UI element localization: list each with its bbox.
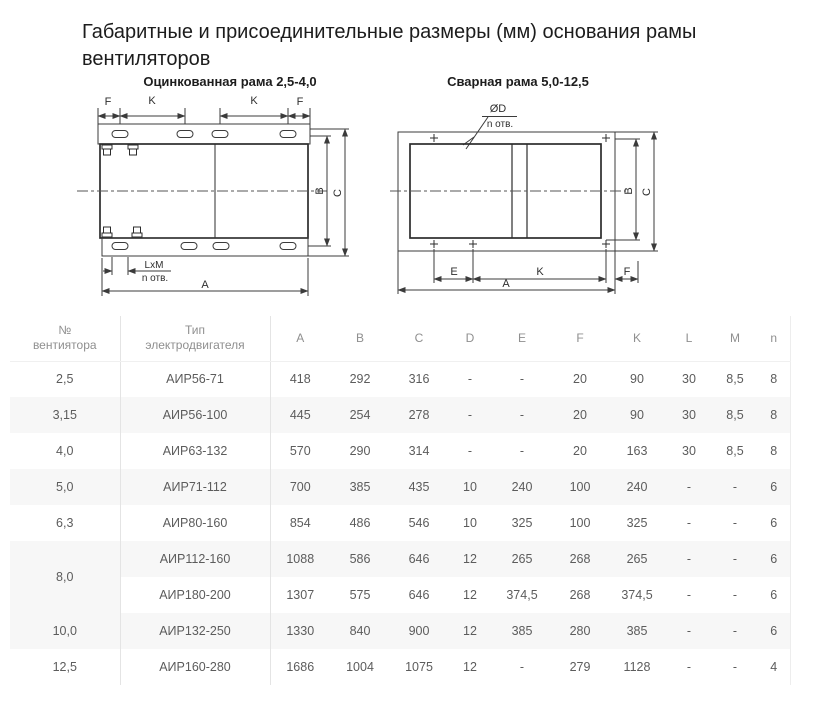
header-motor-line2: электродвигателя [145, 338, 245, 353]
drawing-welded-frame [390, 74, 760, 306]
header-dim-n: n [758, 316, 790, 361]
cell-fan-no: 12,5 [10, 649, 120, 685]
cell-k: 90 [608, 361, 666, 397]
drawing-title-left: Оцинкованная рама 2,5-4,0 [143, 74, 317, 89]
cell-a: 700 [270, 469, 330, 505]
dim-label-k2: K [250, 95, 258, 107]
cell-e: 385 [492, 613, 552, 649]
cell-a: 1088 [270, 541, 330, 577]
cell-d: 12 [448, 613, 492, 649]
bottom-flange [102, 238, 308, 256]
cell-m: 8,5 [712, 433, 758, 469]
table-row [10, 541, 790, 577]
dim-label-f2: F [296, 96, 304, 108]
table-row [10, 469, 790, 505]
header-dim-b: B [330, 316, 390, 361]
cell-motor: АИР56-100 [120, 397, 270, 433]
table-row [10, 649, 790, 685]
cell-motor: АИР71-112 [120, 469, 270, 505]
welded-frame-diagram [390, 91, 760, 306]
cell-m: 8,5 [712, 397, 758, 433]
cell-f: 100 [552, 469, 608, 505]
dim-label-e: E [450, 266, 458, 278]
dim-label-k1: K [148, 95, 156, 107]
cell-d: - [448, 433, 492, 469]
cell-b: 385 [330, 469, 390, 505]
cell-d: - [448, 361, 492, 397]
cell-l: - [666, 613, 712, 649]
cell-n: 8 [758, 397, 790, 433]
cell-l: - [666, 541, 712, 577]
cell-motor: АИР180-200 [120, 577, 270, 613]
dim-label-c-right: C [641, 188, 653, 196]
cell-f: 20 [552, 361, 608, 397]
table-row [10, 505, 790, 541]
cell-a: 445 [270, 397, 330, 433]
cell-b: 840 [330, 613, 390, 649]
cell-b: 292 [330, 361, 390, 397]
cell-l: 30 [666, 397, 712, 433]
cell-c: 1075 [390, 649, 448, 685]
header-dim-a: A [270, 316, 330, 361]
cell-m: 8,5 [712, 361, 758, 397]
header-motor-type [120, 316, 270, 361]
cell-d: 10 [448, 469, 492, 505]
cell-d: 12 [448, 649, 492, 685]
cell-n: 8 [758, 361, 790, 397]
table-row [10, 577, 790, 613]
cell-k: 385 [608, 613, 666, 649]
cell-k: 265 [608, 541, 666, 577]
cell-f: 20 [552, 397, 608, 433]
cell-b: 1004 [330, 649, 390, 685]
header-dim-d: D [448, 316, 492, 361]
cell-m: - [712, 613, 758, 649]
cell-k: 325 [608, 505, 666, 541]
dim-label-a-right: A [502, 278, 510, 290]
header-dim-k: K [608, 316, 666, 361]
cell-f: 20 [552, 433, 608, 469]
header-fan-line2: вентиятора [32, 338, 97, 353]
cell-f: 100 [552, 505, 608, 541]
dim-label-f1: F [104, 96, 112, 108]
cell-motor: АИР56-71 [120, 361, 270, 397]
header-dim-f: F [552, 316, 608, 361]
galvanized-frame-diagram [75, 91, 385, 306]
cell-a: 418 [270, 361, 330, 397]
cell-l: - [666, 505, 712, 541]
cell-n: 6 [758, 541, 790, 577]
cell-b: 575 [330, 577, 390, 613]
cell-e: - [492, 397, 552, 433]
cell-a: 1330 [270, 613, 330, 649]
cell-motor: АИР80-160 [120, 505, 270, 541]
table-row [10, 361, 790, 397]
table-row [10, 397, 790, 433]
cell-c: 316 [390, 361, 448, 397]
dim-label-c-left: C [332, 189, 344, 197]
cell-fan-no: 4,0 [10, 433, 120, 469]
cell-c: 546 [390, 505, 448, 541]
cell-m: - [712, 469, 758, 505]
cell-m: - [712, 577, 758, 613]
table-row [10, 613, 790, 649]
cell-f: 268 [552, 541, 608, 577]
dim-label-od: ØD [489, 103, 507, 115]
page-title: Габаритные и присоединительные размеры (мм) основания рамы вентиляторов [82, 21, 697, 70]
table-header [10, 316, 790, 361]
cell-b: 290 [330, 433, 390, 469]
table-body [10, 361, 790, 685]
cell-n: 8 [758, 433, 790, 469]
cell-motor: АИР112-160 [120, 541, 270, 577]
cell-m: - [712, 505, 758, 541]
cell-c: 278 [390, 397, 448, 433]
cell-a: 570 [270, 433, 330, 469]
cell-fan-no-merged: 8,0 [10, 541, 120, 613]
cell-e: 265 [492, 541, 552, 577]
dim-label-lxm: LxM [144, 260, 164, 271]
cell-c: 314 [390, 433, 448, 469]
cell-e: - [492, 361, 552, 397]
cell-d: 12 [448, 577, 492, 613]
cell-motor: АИР160-280 [120, 649, 270, 685]
cell-m: - [712, 649, 758, 685]
cell-d: - [448, 397, 492, 433]
header-dim-m: M [712, 316, 758, 361]
cell-n: 6 [758, 469, 790, 505]
cell-fan-no: 2,5 [10, 361, 120, 397]
cell-a: 1307 [270, 577, 330, 613]
dimensions-table [10, 316, 791, 685]
top-flange [98, 124, 310, 144]
dim-label-b-right: B [623, 187, 635, 195]
table-row [10, 433, 790, 469]
cell-c: 646 [390, 541, 448, 577]
header-fan-line1: № [58, 323, 72, 338]
dim-label-k-right: K [536, 266, 544, 278]
dim-label-b-left: B [314, 187, 326, 195]
cell-d: 12 [448, 541, 492, 577]
cell-l: 30 [666, 433, 712, 469]
header-dim-e: E [492, 316, 552, 361]
cell-motor: АИР132-250 [120, 613, 270, 649]
cell-fan-no: 6,3 [10, 505, 120, 541]
cell-m: - [712, 541, 758, 577]
header-dim-c: C [390, 316, 448, 361]
cell-n: 6 [758, 577, 790, 613]
cell-e: 240 [492, 469, 552, 505]
cell-n: 6 [758, 505, 790, 541]
cell-l: 30 [666, 361, 712, 397]
table-header-row [10, 316, 790, 361]
dim-label-f-right: F [623, 266, 631, 278]
cell-n: 4 [758, 649, 790, 685]
header-dim-l: L [666, 316, 712, 361]
cell-e: 325 [492, 505, 552, 541]
cell-f: 268 [552, 577, 608, 613]
cell-k: 1128 [608, 649, 666, 685]
dim-label-n-holes-left: n отв. [141, 273, 169, 284]
cell-motor: АИР63-132 [120, 433, 270, 469]
cell-k: 374,5 [608, 577, 666, 613]
drawing-galvanized-frame [75, 74, 385, 306]
cell-k: 240 [608, 469, 666, 505]
cell-a: 854 [270, 505, 330, 541]
header-motor-line1: Тип [184, 323, 205, 338]
dim-label-n-holes-right: n отв. [486, 119, 514, 130]
top-dimension-lines [98, 108, 310, 124]
cell-fan-no: 10,0 [10, 613, 120, 649]
cell-l: - [666, 469, 712, 505]
cell-fan-no: 5,0 [10, 469, 120, 505]
drawing-title-right: Сварная рама 5,0-12,5 [447, 74, 589, 89]
cell-c: 435 [390, 469, 448, 505]
header-fan-number [10, 316, 120, 361]
cell-e: - [492, 433, 552, 469]
cell-fan-no: 3,15 [10, 397, 120, 433]
cell-d: 10 [448, 505, 492, 541]
cell-f: 279 [552, 649, 608, 685]
cell-b: 486 [330, 505, 390, 541]
cell-n: 6 [758, 613, 790, 649]
cell-k: 90 [608, 397, 666, 433]
cell-c: 900 [390, 613, 448, 649]
cell-l: - [666, 649, 712, 685]
cell-l: - [666, 577, 712, 613]
cell-e: 374,5 [492, 577, 552, 613]
cell-a: 1686 [270, 649, 330, 685]
cell-c: 646 [390, 577, 448, 613]
dim-label-a-left: A [201, 279, 209, 291]
cell-f: 280 [552, 613, 608, 649]
cell-e: - [492, 649, 552, 685]
cell-b: 254 [330, 397, 390, 433]
cell-k: 163 [608, 433, 666, 469]
cell-b: 586 [330, 541, 390, 577]
